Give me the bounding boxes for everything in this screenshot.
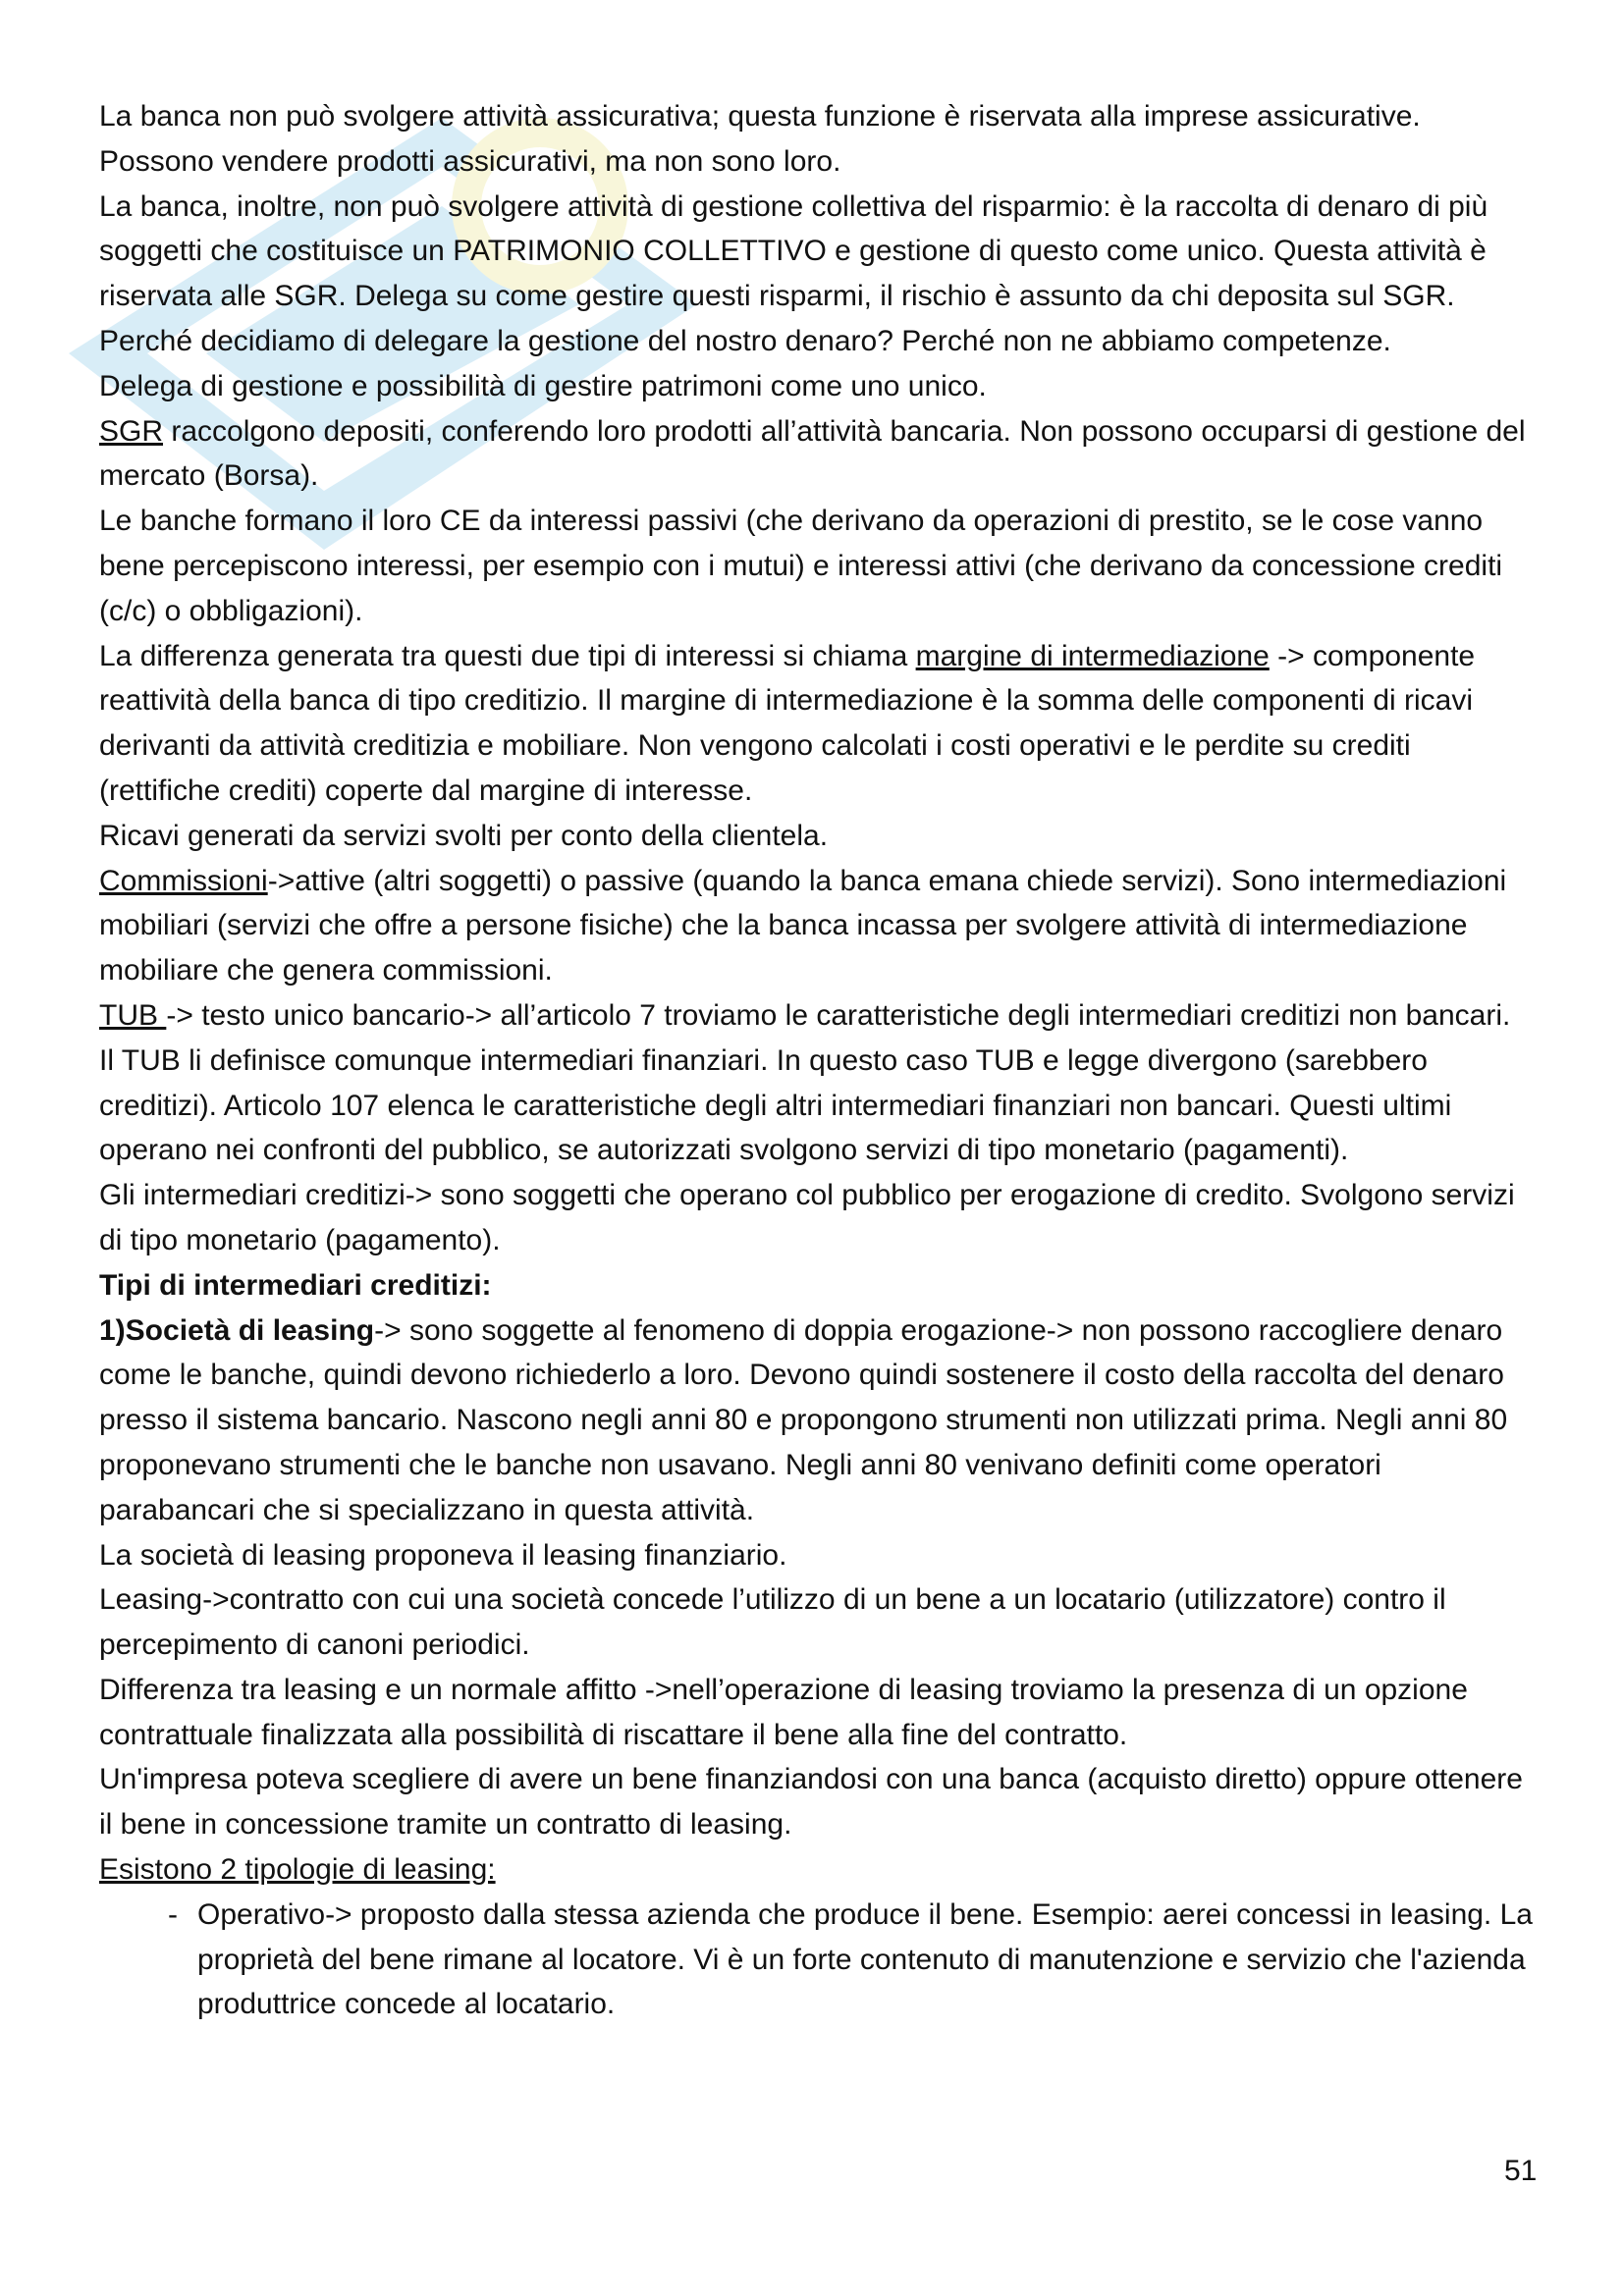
societa-leasing-text: -> sono soggette al fenomeno di doppia erogazione-> non possono raccogliere denaro come le banche, quindi devono richiederlo a loro. Devono quindi sostenere il costo della raccolta del denaro presso il sistema bancario. Nascono negli anni 80 e propongono strumenti non utilizzati prima. Negli anni 80 proponevano strumenti che le banche non usavano. Negli anni 80 venivano definiti come operatori parabancari che si specializzano in questa attività. (99, 1313, 1508, 1526)
page-number: 51 (1504, 2155, 1538, 2187)
paragraph-ricavi: Ricavi generati da servizi svolti per conto della clientela. (99, 819, 829, 852)
term-margine-intermediazione: margine di intermediazione (915, 639, 1270, 672)
commissioni-text: ->attive (altri soggetti) o passive (quando la banca emana chiede servizi). Sono intermediazioni mobiliari (servizi che offre a persone fisiche) che la banca incassa per svolgere attività di intermediazione mobiliare che genera commissioni. (99, 864, 1507, 988)
paragraph-leasing-finanziario: La società di leasing proponeva il leasing finanziario. (99, 1538, 787, 1572)
paragraph-assicurativa: La banca non può svolgere attività assicurativa; questa funzione è riservata alla imprese assicurative. (99, 100, 1421, 133)
paragraph-creditizi: Gli intermediari creditizi-> sono soggetti che operano col pubblico per erogazione di credito. Svolgono servizi di tipo monetario (pagamento). (99, 1179, 1515, 1256)
margine-after: -> componente reattività della banca di tipo creditizio. Il margine di intermediazione è la somma delle componenti di ricavi derivanti da attività creditizia e mobiliare. Non vengono calcolati i costi operativi e le perdite su crediti (rettifiche crediti) coperte dal margine di interesse. (99, 639, 1476, 807)
paragraph-sgr (99, 409, 1533, 500)
paragraph-delega-gestione: Delega di gestione e possibilità di gestire patrimoni come uno unico. (99, 369, 987, 402)
paragraph-gestione-collettiva: La banca, inoltre, non può svolgere attività di gestione collettiva del risparmio: è la raccolta di denaro di più soggetti che costituisce un PATRIMONIO COLLETTIVO e gestione di questo come unico. Questa attività è riservata alle SGR. Delega su come gestire questi risparmi, il rischio è assunto da chi deposita sul SGR. (99, 189, 1488, 313)
paragraph-impresa-scelta: Un'impresa poteva scegliere di avere un bene finanziandosi con una banca (acquisto diretto) oppure ottenere il bene in concessione tramite un contratto di leasing. (99, 1763, 1523, 1842)
paragraph-delega-domanda: Perché decidiamo di delegare la gestione del nostro denaro? Perché non ne abbiamo competenze. (99, 324, 1391, 357)
heading-tipi-intermediari: Tipi di intermediari creditizi: (99, 1268, 492, 1302)
term-tub: TUB (99, 998, 167, 1032)
paragraph-leasing-affitto: Differenza tra leasing e un normale affitto ->nell’operazione di leasing troviamo la presenza di un opzione contrattuale finalizzata alla possibilità di riscattare il bene alla fine del contratto. (99, 1673, 1468, 1751)
term-societa-leasing: 1)Società di leasing (99, 1313, 375, 1347)
term-sgr: SGR (99, 414, 164, 448)
sgr-text: raccolgono depositi, conferendo loro prodotti all’attività bancaria. Non possono occuparsi di gestione del mercato (Borsa). (99, 414, 1526, 493)
tipologie-list (99, 1893, 1533, 2027)
tub-text: -> testo unico bancario-> all’articolo 7 troviamo le caratteristiche degli intermediari creditizi non bancari. Il TUB li definisce comunque intermediari finanziari. In questo caso TUB e legge divergono (sarebbero creditizi). Articolo 107 elenca le caratteristiche degli altri intermediari finanziari non bancari. Questi ultimi operano nei confronti del pubblico, se autorizzati svolgono servizi di tipo monetario (pagamenti). (99, 998, 1511, 1167)
paragraph-leasing-definizione: Leasing->contratto con cui una società concede l’utilizzo di un bene a un locatario (utilizzatore) contro il percepimento di canoni periodici. (99, 1583, 1446, 1662)
list-item-text: Operativo-> proposto dalla stessa azienda che produce il bene. Esempio: aerei concessi in leasing. La proprietà del bene rimane al locatore. Vi è un forte contenuto di manutenzione e servizio che l'azienda produttrice concede al locatario. (197, 1897, 1533, 2021)
paragraph-banche-ce: Le banche formano il loro CE da interessi passivi (che derivano da operazioni di prestito, se le cose vanno bene percepiscono interessi, per esempio con i mutui) e interessi attivi (che derivano da concessione crediti (c/c) o obbligazioni). (99, 505, 1503, 627)
heading-tipologie-leasing: Esistono 2 tipologie di leasing: (99, 1853, 496, 1887)
document-body (99, 94, 1533, 2027)
list-item (99, 1893, 1533, 2027)
term-commissioni: Commissioni (99, 864, 268, 897)
paragraph-commissioni (99, 859, 1533, 993)
margine-before: La differenza generata tra questi due tipi di interessi si chiama (99, 639, 916, 672)
paragraph-societa-leasing (99, 1308, 1533, 1533)
list-dash: - (168, 1897, 178, 1931)
paragraph-prodotti-assicurativi: Possono vendere prodotti assicurativi, ma non sono loro. (99, 144, 841, 178)
paragraph-margine (99, 634, 1533, 814)
paragraph-tub (99, 993, 1533, 1173)
